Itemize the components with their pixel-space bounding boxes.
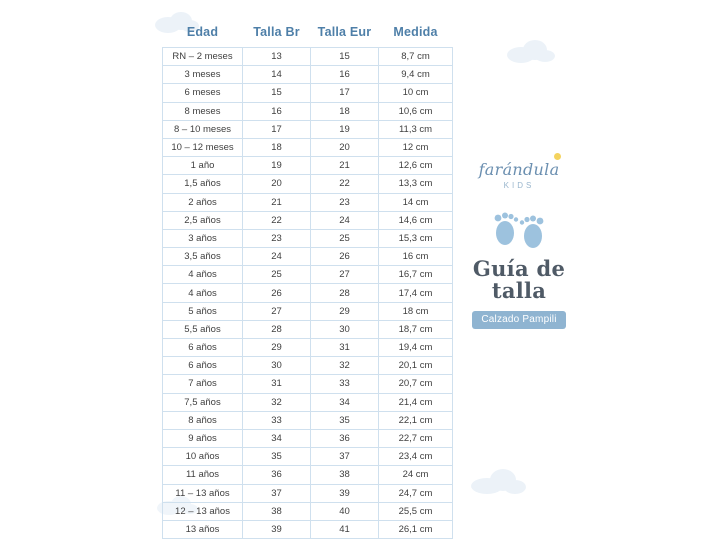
cell-edad: 9 años — [163, 429, 243, 447]
cell-talla-eur: 30 — [311, 320, 379, 338]
title-line-2: talla — [491, 278, 547, 304]
cell-edad: 10 años — [163, 448, 243, 466]
table-row — [163, 520, 453, 538]
cell-edad: 8 meses — [163, 102, 243, 120]
cell-medida: 25,5 cm — [379, 502, 453, 520]
size-table — [162, 22, 453, 539]
cell-medida: 24 cm — [379, 466, 453, 484]
cell-edad: 3 años — [163, 229, 243, 247]
cell-talla-br: 38 — [243, 502, 311, 520]
table-row — [163, 411, 453, 429]
table-row — [163, 266, 453, 284]
cell-talla-br: 16 — [243, 102, 311, 120]
cell-medida: 11,3 cm — [379, 120, 453, 138]
cell-talla-br: 25 — [243, 266, 311, 284]
cell-talla-eur: 25 — [311, 229, 379, 247]
cell-talla-br: 18 — [243, 138, 311, 156]
size-table-container — [162, 22, 452, 539]
column-header-medida: Medida — [393, 25, 438, 39]
cell-medida: 18,7 cm — [379, 320, 453, 338]
cell-medida: 10 cm — [379, 84, 453, 102]
cell-edad: 4 años — [163, 284, 243, 302]
cell-talla-br: 19 — [243, 157, 311, 175]
cell-medida: 13,3 cm — [379, 175, 453, 193]
cell-talla-eur: 22 — [311, 175, 379, 193]
cell-talla-eur: 17 — [311, 84, 379, 102]
table-row — [163, 393, 453, 411]
cell-talla-br: 29 — [243, 339, 311, 357]
cell-edad: 1 año — [163, 157, 243, 175]
cell-talla-br: 37 — [243, 484, 311, 502]
table-row — [163, 484, 453, 502]
cell-edad: 12 – 13 años — [163, 502, 243, 520]
cell-medida: 16,7 cm — [379, 266, 453, 284]
brand-name: farándula — [478, 160, 560, 179]
table-row — [163, 357, 453, 375]
cell-talla-br: 39 — [243, 520, 311, 538]
sun-dot-icon — [554, 153, 561, 160]
cell-edad: 13 años — [163, 520, 243, 538]
table-row — [163, 320, 453, 338]
cell-medida: 10,6 cm — [379, 102, 453, 120]
cloud-icon — [506, 36, 556, 64]
cell-talla-eur: 19 — [311, 120, 379, 138]
cell-talla-br: 13 — [243, 48, 311, 66]
cell-medida: 8,7 cm — [379, 48, 453, 66]
table-row — [163, 284, 453, 302]
cell-talla-eur: 15 — [311, 48, 379, 66]
cell-edad: 5,5 años — [163, 320, 243, 338]
page-title — [466, 258, 572, 302]
column-header-edad: Edad — [186, 25, 219, 39]
cell-medida: 14 cm — [379, 193, 453, 211]
cell-edad: 3 meses — [163, 66, 243, 84]
cell-medida: 26,1 cm — [379, 520, 453, 538]
cell-edad: 7 años — [163, 375, 243, 393]
cell-talla-eur: 24 — [311, 211, 379, 229]
table-row — [163, 66, 453, 84]
cell-edad: 4 años — [163, 266, 243, 284]
brand-logo — [479, 160, 560, 179]
cell-talla-br: 35 — [243, 448, 311, 466]
table-row — [163, 120, 453, 138]
cell-edad: 5 años — [163, 302, 243, 320]
cell-edad: RN – 2 meses — [163, 48, 243, 66]
cell-talla-br: 32 — [243, 393, 311, 411]
cell-talla-eur: 31 — [311, 339, 379, 357]
table-row — [163, 448, 453, 466]
cell-talla-br: 17 — [243, 120, 311, 138]
table-row — [163, 248, 453, 266]
table-row — [163, 502, 453, 520]
cell-talla-br: 23 — [243, 229, 311, 247]
cloud-icon — [470, 465, 528, 495]
cell-medida: 15,3 cm — [379, 229, 453, 247]
cell-edad: 11 – 13 años — [163, 484, 243, 502]
cell-talla-br: 27 — [243, 302, 311, 320]
table-row — [163, 466, 453, 484]
cell-talla-eur: 20 — [311, 138, 379, 156]
table-row — [163, 157, 453, 175]
cell-medida: 12,6 cm — [379, 157, 453, 175]
table-row — [163, 229, 453, 247]
cell-talla-br: 14 — [243, 66, 311, 84]
cell-talla-eur: 41 — [311, 520, 379, 538]
cell-edad: 8 – 10 meses — [163, 120, 243, 138]
cell-edad: 2 años — [163, 193, 243, 211]
table-row — [163, 84, 453, 102]
cell-medida: 14,6 cm — [379, 211, 453, 229]
cell-talla-br: 33 — [243, 411, 311, 429]
cell-talla-br: 20 — [243, 175, 311, 193]
cell-talla-eur: 28 — [311, 284, 379, 302]
table-row — [163, 339, 453, 357]
cell-talla-br: 34 — [243, 429, 311, 447]
table-row — [163, 302, 453, 320]
cell-talla-br: 24 — [243, 248, 311, 266]
cell-medida: 21,4 cm — [379, 393, 453, 411]
cell-talla-eur: 39 — [311, 484, 379, 502]
cell-edad: 11 años — [163, 466, 243, 484]
cell-medida: 12 cm — [379, 138, 453, 156]
cell-talla-eur: 21 — [311, 157, 379, 175]
cell-medida: 22,1 cm — [379, 411, 453, 429]
table-row — [163, 193, 453, 211]
cell-medida: 18 cm — [379, 302, 453, 320]
cell-talla-br: 31 — [243, 375, 311, 393]
cell-talla-eur: 32 — [311, 357, 379, 375]
cell-edad: 7,5 años — [163, 393, 243, 411]
table-row — [163, 175, 453, 193]
cell-talla-eur: 23 — [311, 193, 379, 211]
cell-edad: 3,5 años — [163, 248, 243, 266]
cell-talla-eur: 29 — [311, 302, 379, 320]
brand-sub: KIDS — [503, 181, 535, 190]
cell-talla-br: 15 — [243, 84, 311, 102]
size-guide-sheet — [148, 0, 572, 539]
brand-panel — [466, 160, 572, 329]
cell-talla-eur: 33 — [311, 375, 379, 393]
cell-talla-eur: 40 — [311, 502, 379, 520]
cell-talla-eur: 36 — [311, 429, 379, 447]
cell-edad: 2,5 años — [163, 211, 243, 229]
cell-edad: 10 – 12 meses — [163, 138, 243, 156]
cell-talla-eur: 16 — [311, 66, 379, 84]
title-line-1: Guía de — [472, 256, 566, 281]
table-row — [163, 138, 453, 156]
cell-talla-eur: 27 — [311, 266, 379, 284]
size-table-body — [163, 48, 453, 539]
baby-footprints-icon — [466, 206, 572, 250]
table-row — [163, 48, 453, 66]
cell-talla-br: 30 — [243, 357, 311, 375]
cell-edad: 8 años — [163, 411, 243, 429]
table-row — [163, 211, 453, 229]
table-header-row — [163, 22, 453, 48]
table-row — [163, 102, 453, 120]
cell-talla-br: 36 — [243, 466, 311, 484]
cell-medida: 20,7 cm — [379, 375, 453, 393]
cell-medida: 19,4 cm — [379, 339, 453, 357]
cell-talla-br: 28 — [243, 320, 311, 338]
cell-medida: 23,4 cm — [379, 448, 453, 466]
status-badge: Calzado Pampili — [472, 311, 565, 329]
cell-edad: 6 años — [163, 339, 243, 357]
cell-talla-eur: 26 — [311, 248, 379, 266]
cell-talla-br: 26 — [243, 284, 311, 302]
cell-talla-br: 22 — [243, 211, 311, 229]
cell-medida: 16 cm — [379, 248, 453, 266]
cell-talla-br: 21 — [243, 193, 311, 211]
cell-medida: 24,7 cm — [379, 484, 453, 502]
cell-medida: 9,4 cm — [379, 66, 453, 84]
cell-medida: 20,1 cm — [379, 357, 453, 375]
column-header-talla-eur: Talla Eur — [317, 25, 372, 39]
cell-edad: 6 años — [163, 357, 243, 375]
cell-talla-eur: 35 — [311, 411, 379, 429]
column-header-talla-br: Talla Br — [253, 25, 300, 39]
cell-talla-eur: 18 — [311, 102, 379, 120]
cell-medida: 17,4 cm — [379, 284, 453, 302]
cell-talla-eur: 37 — [311, 448, 379, 466]
cell-edad: 6 meses — [163, 84, 243, 102]
cell-talla-eur: 34 — [311, 393, 379, 411]
table-row — [163, 429, 453, 447]
cell-medida: 22,7 cm — [379, 429, 453, 447]
table-row — [163, 375, 453, 393]
cell-talla-eur: 38 — [311, 466, 379, 484]
cell-edad: 1,5 años — [163, 175, 243, 193]
